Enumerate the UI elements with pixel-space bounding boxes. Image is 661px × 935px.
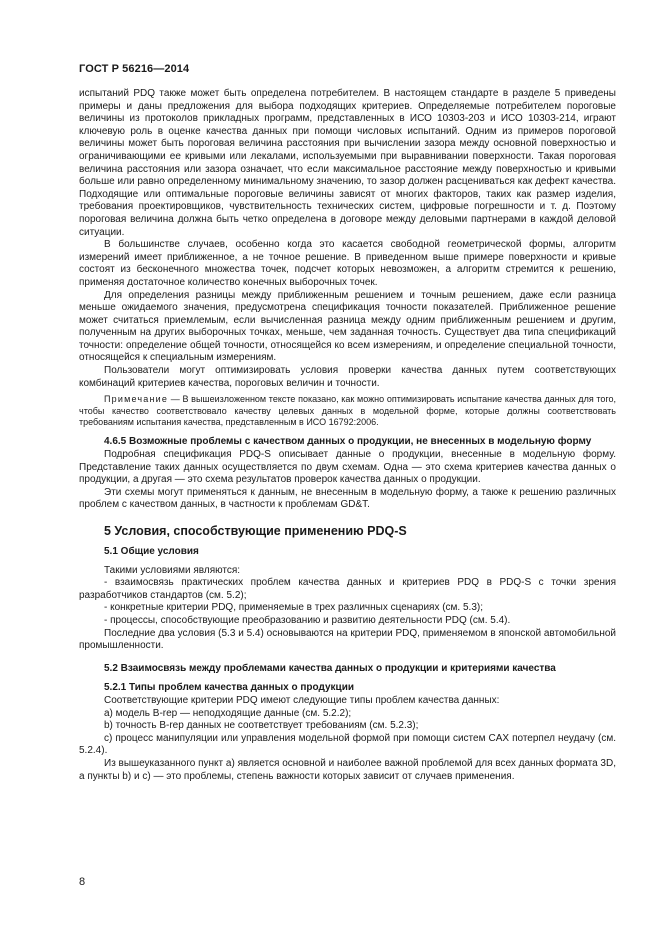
list-item: - взаимосвязь практических проблем качества данных и критериев PDQ в PDQ-S с точки зрения разработчиков стандартов (см. 5.2); xyxy=(79,577,616,601)
list-item: c) процесс манипуляции или управления модельной формой при помощи систем CAX потерпел неудачу (см. 5.2.4). xyxy=(79,732,616,757)
page-number: 8 xyxy=(79,876,86,888)
note-text: — В вышеизложенном тексте показано, как можно оптимизировать испытание качества данных для того, чтобы качество соответствовало качеству целевых данных в модельной форме, которые должны соответствовать требованиям испытания качества, представленным в ИСО 16792:2006. xyxy=(79,394,616,428)
paragraph: Для определения разницы между приближенным решением и точным решением, даже если разница меньше ожидаемого значения, предусмотрена спецификация точности показателей. Приближенное решение может считаться приемлемым, если вычисленная разница между одним приближенным решением и другим, полученным на других выборочных точках, меньше, чем заданная точность. Существует два типа спецификаций точности: определение общей точности, относящейся ко всем измерениям, и определение специальной точности, относящейся к специальным измерениям. xyxy=(79,289,616,364)
paragraph: испытаний PDQ также может быть определена потребителем. В настоящем стандарте в разделе 5 приведены примеры и даны предложения для выбора подходящих критериев. Определяемые потребителем пороговые величины из протоколов прикладных программ, представленных в ИСО 10303-203 и ИСО 10303-214, играют ключевую роль в оценке качества данных при помощи числовых испытаний. Одним из примеров пороговой величины может быть пороговая величина расстояния при вычислении зазора между основной поверхностью и ограничивающими ее кривыми или лекалами, используемыми при выравнивании поверхности. Такая пороговая величина расстояния или зазора означает, что если максимальное расстояние между поверхностью и кривыми больше или равно определенному минимальному значению, то зазор должен расцениваться как дефект качества. Подходящие или оптимальные пороговые величины зависят от многих факторов, таких как размер изделия, требования проектировщиков, чувствительность технических систем, цифровые погрешности и т. д. Поэтому пороговая величина должна быть четко определена в договоре между деловыми партнерами в каждой деловой ситуации. xyxy=(79,88,616,238)
paragraph: Из вышеуказанного пункт a) является основной и наиболее важной проблемой для всех данных формата 3D, а пункты b) и c) — это проблемы, степень важности которых зависит от случаев применения. xyxy=(79,757,616,782)
section-heading-5-2-1: 5.2.1 Типы проблем качества данных о продукции xyxy=(104,682,354,694)
paragraph: Соответствующие критерии PDQ имеют следующие типы проблем качества данных: xyxy=(104,694,500,706)
paragraph: Пользователи могут оптимизировать условия проверки качества данных путем соответствующих комбинаций критериев качества, пороговых величин и точности. xyxy=(79,365,616,389)
note-label: Примечание xyxy=(104,394,169,405)
note xyxy=(79,394,616,428)
paragraph: Подробная спецификация PDQ-S описывает данные о продукции, внесенные в модельную форму. Представление таких данных осуществляется по двум схемам. Одна — это схема критериев качества данных о продукции, а другая — это схема результатов проверок качества данных о продукции. xyxy=(79,449,616,486)
list-item: b) точность B-rep данных не соответствует требованиям (см. 5.2.3); xyxy=(104,720,419,732)
paragraph: Последние два условия (5.3 и 5.4) основываются на критерии PDQ, применяемом в японской автомобильной промышленности. xyxy=(79,627,616,652)
section-heading-5: 5 Условия, способствующие применению PDQ-S xyxy=(104,524,407,539)
document-header: ГОСТ Р 56216—2014 xyxy=(79,63,190,75)
section-heading-5-1: 5.1 Общие условия xyxy=(104,546,199,558)
section-heading-5-2: 5.2 Взаимосвязь между проблемами качества данных о продукции и критериями качества xyxy=(104,662,556,674)
list-item: a) модель B-rep — неподходящие данные (см. 5.2.2); xyxy=(104,707,352,719)
page-body xyxy=(79,88,616,783)
paragraph: Эти схемы могут применяться к данным, не внесенным в модельную форму, а также к решению различных проблем с качеством данных, в частности к проблемам GD&T. xyxy=(79,486,616,511)
list-item: - конкретные критерии PDQ, применяемые в трех различных сценариях (см. 5.3); xyxy=(104,602,483,614)
section-heading-4-6-5: 4.6.5 Возможные проблемы с качеством данных о продукции, не внесенных в модельную форму xyxy=(104,436,592,448)
list-item: - процессы, способствующие преобразованию и развитию деятельности PDQ (см. 5.4). xyxy=(104,615,511,626)
paragraph: Такими условиями являются: xyxy=(104,564,241,576)
paragraph: В большинстве случаев, особенно когда это касается свободной геометрической формы, алгоритм измерений имеет приближенное, а не точное решение. В приведенном выше примере поверхности и кривые состоят из бесконечного множества точек, подсчет которых невозможен, а алгоритм стремится к решению, применяя достаточное количество конечных выборочных точек. xyxy=(79,239,616,288)
